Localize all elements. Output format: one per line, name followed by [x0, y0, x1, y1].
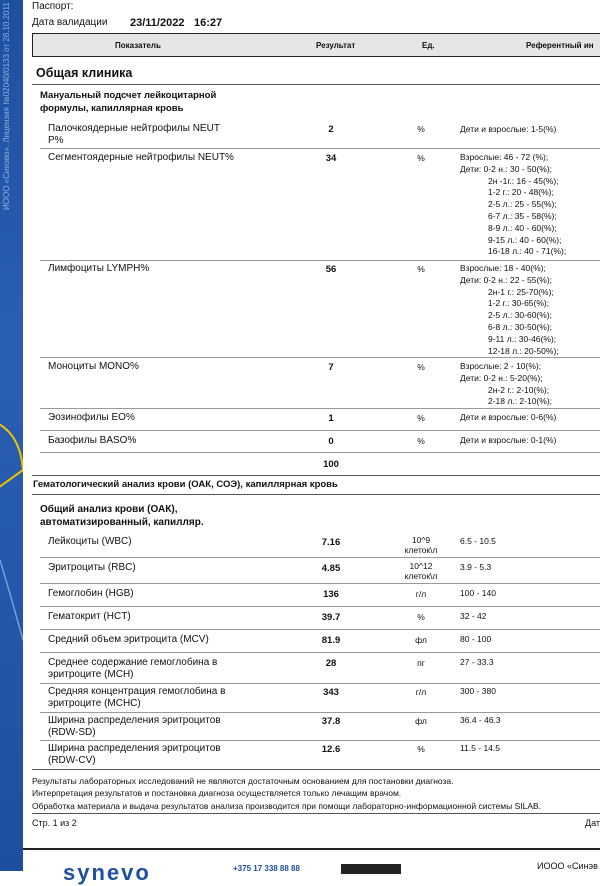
row-divider [40, 629, 600, 630]
row-ref: 27 - 33.3 [460, 657, 494, 667]
row-divider [40, 683, 600, 684]
row-unit: % [417, 362, 425, 372]
row-value: 0 [328, 436, 334, 447]
row-unit: фл [415, 716, 427, 726]
group-title: Мануальный подсчет лейкоцитарной формулы, капиллярная кровь [40, 90, 217, 114]
row-ref: Дети и взрослые: 0-1(%) [460, 435, 557, 445]
validation-date: 23/11/2022 [130, 17, 185, 29]
row-name: Базофилы BASO% [48, 435, 137, 446]
row-value: 39.7 [321, 612, 341, 623]
row-ref: 3.9 - 5.3 [460, 562, 492, 572]
row-divider [40, 357, 600, 358]
row-value: 28 [325, 658, 337, 669]
row-unit: % [417, 264, 425, 274]
row-unit: 10^9 клеток\л [404, 535, 438, 555]
row-ref: 100 - 140 [460, 588, 496, 598]
row-value: 1 [328, 413, 334, 424]
page-right-text: Дат [585, 818, 600, 828]
row-name: Средняя концентрация гемоглобина в эритроците (MCHC) [48, 686, 226, 709]
row-divider [40, 606, 600, 607]
row-divider [40, 408, 600, 409]
row-ref: 11.5 - 14.5 [460, 743, 501, 753]
divider [23, 848, 600, 850]
row-ref: Взрослые: 46 - 72 (%); Дети: 0-2 н.: 30 - 50(%); 2н -1г.: 16 - 45(%); 1-2 г.: 20 - 48(%); 2-5 л.: 25 - 55(%); 6-7 л.: 35 - 58(%); 8-9 л.: 40 - 60(%); 9-15 л.: 40 - 60(%); 16-18 л.: 40 - 71(%); [460, 152, 567, 257]
barcode [341, 864, 401, 874]
row-value: 136 [323, 589, 339, 600]
total-value: 100 [323, 459, 339, 470]
row-divider [40, 430, 600, 431]
hema-title: Гематологический анализ крови (ОАК, СОЭ), капиллярная кровь [33, 479, 338, 490]
divider [32, 84, 600, 85]
table-header [32, 33, 600, 57]
row-ref: 32 - 42 [460, 611, 487, 621]
row-value: 34 [325, 153, 337, 164]
validation-time: 16:27 [194, 17, 223, 29]
row-value: 343 [323, 687, 339, 698]
header-result: Результат [316, 41, 356, 50]
row-name: Среднее содержание гемоглобина в эритроците (MCH) [48, 657, 218, 680]
row-ref: 6.5 - 10.5 [460, 536, 496, 546]
row-value: 56 [325, 264, 337, 275]
header-indicator: Показатель [115, 41, 161, 50]
row-name: Ширина распределения эритроцитов (RDW-SD) [48, 715, 221, 738]
row-name: Эритроциты (RBC) [48, 562, 136, 573]
footnotes: Результаты лабораторных исследований не являются достаточным основанием для постановки диагноза. Интерпретация результатов и постановка диагноза осуществляется только лечащим врачом. Обработка материала и выдача результатов анализа производится при помощи лабораторно-информационной системы SILAB. [32, 776, 542, 811]
row-divider [40, 260, 600, 261]
section-title: Общая клиника [36, 66, 133, 80]
row-name: Средний объем эритроцита (MCV) [48, 634, 209, 645]
sidebar-stripe [0, 0, 23, 871]
row-unit: % [417, 413, 425, 423]
divider [32, 813, 600, 814]
row-unit: фл [415, 635, 427, 645]
row-ref: 300 - 380 [460, 686, 496, 696]
footer-strip [23, 848, 600, 885]
row-ref: Взрослые: 18 - 40(%); Дети: 0-2 н.: 22 - 55(%); 2н-1 г.: 25-70(%); 1-2 г.: 30-65(%); 2-5 л.: 30-60(%); 6-8 л.: 30-50(%); 9-11 л.: 30-46(%); 12-18 л.: 20-50%); [460, 263, 559, 356]
row-unit: 10^12 клеток\л [404, 561, 438, 581]
row-name: Лимфоциты LYMPH% [48, 263, 150, 274]
passport-label: Паспорт: [32, 1, 74, 12]
row-name: Моноциты MONO% [48, 361, 139, 372]
row-ref: Взрослые: 2 - 10(%); Дети: 0-2 н.: 5-20(%); 2н-2 г.: 2-10(%); 2-18 л.: 2-10(%); [460, 361, 553, 407]
row-ref: 80 - 100 [460, 634, 492, 644]
row-divider [40, 148, 600, 149]
validation-label: Дата валидации [32, 17, 108, 28]
row-name: Ширина распределения эритроцитов (RDW-CV) [48, 743, 221, 766]
row-ref: 36.4 - 46.3 [460, 715, 501, 725]
row-name: Сегментоядерные нейтрофилы NEUT% [48, 152, 234, 163]
row-unit: г/л [415, 687, 427, 697]
divider [32, 494, 600, 495]
row-divider [40, 740, 600, 741]
row-unit: % [417, 124, 425, 134]
row-value: 2 [328, 124, 334, 135]
divider [32, 769, 600, 770]
row-unit: г/л [415, 589, 427, 599]
company-name: ИООО «Синэв [537, 861, 598, 871]
header-unit: Ед. [422, 41, 435, 50]
row-value: 12.6 [321, 744, 341, 755]
row-name: Палочкоядерные нейтрофилы NEUT P% [48, 123, 220, 146]
row-name: Лейкоциты (WBC) [48, 536, 132, 547]
row-unit: % [417, 436, 425, 446]
row-divider [40, 452, 600, 453]
group-title: Общий анализ крови (ОАК), автоматизированный, капилляр. [40, 504, 204, 528]
license-text: ИООО «Синэво». Лицензия №02040/0133 от 28.10.2011 [2, 2, 11, 210]
row-ref: Дети и взрослые: 1-5(%) [460, 124, 557, 134]
row-unit: пг [417, 658, 425, 668]
divider [32, 475, 600, 476]
row-divider [40, 652, 600, 653]
row-name: Гемоглобин (HGB) [48, 588, 134, 599]
row-divider [40, 557, 600, 558]
row-unit: % [417, 153, 425, 163]
row-name: Эозинофилы EO% [48, 412, 135, 423]
row-ref: Дети и взрослые: 0-6(%) [460, 412, 557, 422]
row-value: 7 [328, 362, 334, 373]
row-unit: % [417, 612, 425, 622]
row-value: 4.85 [321, 563, 341, 574]
row-value: 37.8 [321, 716, 341, 727]
row-value: 81.9 [321, 635, 341, 646]
row-name: Гематокрит (HCT) [48, 611, 131, 622]
header-reference: Референтный ин [526, 41, 594, 50]
page-number: Стр. 1 из 2 [32, 818, 77, 828]
row-divider [40, 583, 600, 584]
row-value: 7.16 [321, 537, 341, 548]
row-divider [40, 712, 600, 713]
row-unit: % [417, 744, 425, 754]
phone: +375 17 338 88 88 [233, 864, 300, 873]
logo: synevo [63, 860, 151, 885]
